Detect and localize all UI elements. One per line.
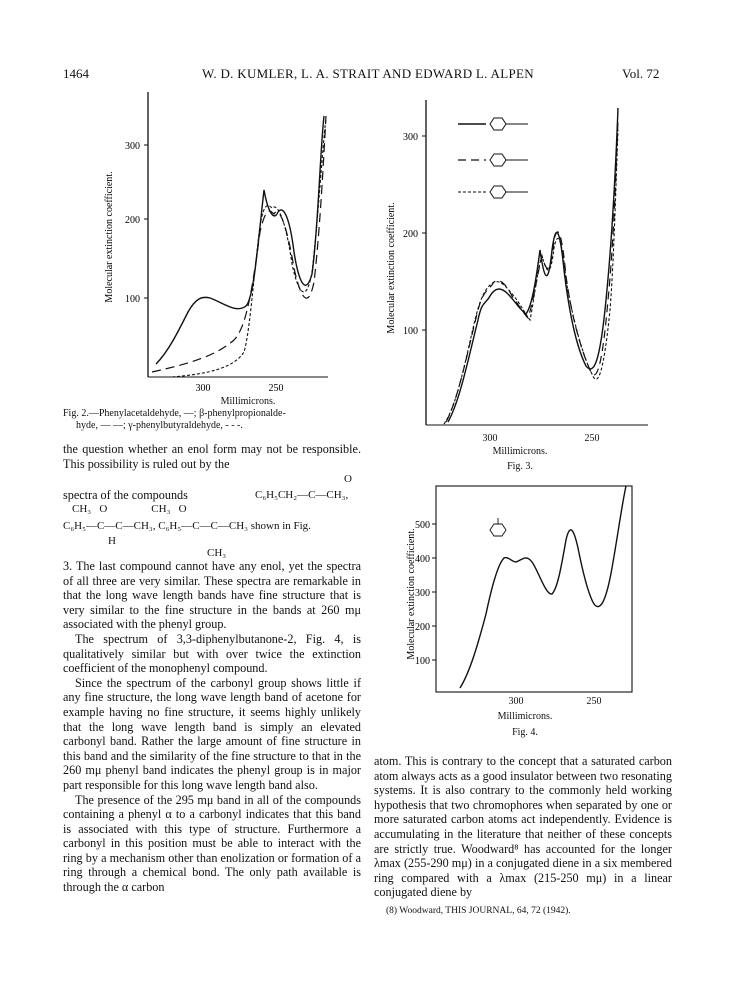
chem2-methyl: CH₃ bbox=[207, 547, 227, 559]
fig4-ytick: 400 bbox=[415, 554, 430, 565]
fig2-ytick: 300 bbox=[125, 141, 140, 152]
volume-label: Vol. 72 bbox=[622, 66, 660, 81]
footnote-8: (8) Woodward, THIS JOURNAL, 64, 72 (1942). bbox=[386, 906, 571, 916]
left-chem-intro: spectra of the compounds bbox=[63, 488, 188, 502]
fig2-ytick: 200 bbox=[125, 215, 140, 226]
fig2-caption-line2: hyde, — —; γ-phenylbutyraldehyde, - - -. bbox=[76, 420, 243, 431]
fig4-ytick: 500 bbox=[415, 520, 430, 531]
fig2-curve-phenylpropionaldehyde bbox=[152, 116, 326, 372]
fig4-caption: Fig. 4. bbox=[512, 727, 538, 738]
page-number: 1464 bbox=[63, 66, 89, 81]
fig3-xtick: 250 bbox=[584, 433, 600, 444]
fig3-chart bbox=[378, 100, 658, 430]
left-paragraph-5: The presence of the 295 mμ band in all of the compounds containing a phenyl α to a carbonyl indicates that this band is associated with this type of structure. Furthermore a carbonyl in this position must be able to interact with the ring by a mechanism other than enolization or formation of a ring through a chemical bond. The only path available is through the α carbon bbox=[63, 792, 361, 895]
fig2-chart bbox=[88, 92, 348, 402]
fig4-curve bbox=[460, 486, 626, 688]
left-paragraph-2: 3. The last compound cannot have any enol, yet the spectra of all three are very similar. These spectra are remarkable in that the long wave length bands have fine structure that is very similar to the fine structure in the bands at 260 mμ associated with the phenyl group. bbox=[63, 559, 361, 632]
running-head-authors: W. D. KUMLER, L. A. STRAIT AND EDWARD L. ALPEN bbox=[202, 66, 534, 81]
left-paragraph-3: The spectrum of 3,3-diphenylbutanone-2, Fig. 4, is qualitatively similar but with over twice the extinction coefficient of the monophenyl compound. bbox=[63, 631, 361, 676]
chem1-oxygen: O bbox=[344, 473, 352, 485]
fig3-curve-3 bbox=[444, 130, 618, 424]
left-paragraph-1: the question whether an enol form may not be responsible. This possibility is ruled out by the bbox=[63, 442, 361, 471]
fig4-ytick: 300 bbox=[415, 588, 430, 599]
fig2-ylabel: Molecular extinction coefficient. bbox=[104, 171, 115, 303]
fig4-xtick: 300 bbox=[508, 696, 524, 707]
fig2-caption-line1: Fig. 2.—Phenylacetaldehyde, —; β-phenylpropionalde- bbox=[63, 408, 286, 419]
fig3-xtick: 300 bbox=[482, 433, 498, 444]
fig3-caption: Fig. 3. bbox=[507, 461, 533, 472]
fig4-xtick: 250 bbox=[586, 696, 602, 707]
fig3-ytick: 100 bbox=[403, 326, 418, 337]
fig4-xlabel: Millimicrons. bbox=[497, 711, 553, 722]
fig4-ylabel: Molecular extinction coefficient. bbox=[406, 528, 417, 660]
fig3-ylabel: Molecular extinction coefficient. bbox=[386, 202, 397, 334]
right-paragraph-1: atom. This is contrary to the concept that a saturated carbon atom always acts as a good insulator between two resonating systems. It is also contrary to the commonly held working hypothesis that two chromophores when separated by one or more saturated carbon atoms act independently. Evidence is accumulating in the literature that neither of these concepts are strictly true. Woodward⁸ has accounted for the longer λmax (255-290 mμ) in a conjugated diene in a six membered ring compared with a λmax (215-250 mμ) in a linear conjugated diene by bbox=[374, 754, 672, 900]
chem1-formula: C₆H₅CH₂—C—CH₃, bbox=[255, 489, 349, 501]
chem2-hydrogen: H bbox=[108, 535, 116, 547]
fig3-ytick: 300 bbox=[403, 132, 418, 143]
fig2-curve-phenylbutyraldehyde bbox=[172, 118, 326, 377]
legend-benzene-ring bbox=[490, 118, 506, 130]
fig4-structure-ring bbox=[490, 524, 506, 536]
fig2-xtick: 250 bbox=[268, 383, 284, 394]
left-paragraph-4: Since the spectrum of the carbonyl group shows little if any fine structure, the long wave length band of acetone for example having no fine structure, it seems highly unlikely that the long wave length band is simply an elevated carbonyl band. Rather the large amount of fine structure in this band and the similarity of the fine structure to that in the 260 mμ phenyl band indicates the phenyl group is in major part responsible for this long wave length band also. bbox=[63, 675, 361, 792]
fig2-xlabel: Millimicrons. bbox=[220, 396, 276, 407]
fig3-curve-2 bbox=[446, 120, 618, 422]
chem2-top-groups: CH₃ O CH₃ O bbox=[72, 503, 187, 515]
fig2-xtick: 300 bbox=[195, 383, 211, 394]
fig3-ytick: 200 bbox=[403, 229, 418, 240]
chem2-formula: C₆H₅—C—C—CH₃, C₆H₅—C—C—CH₃ shown in Fig. bbox=[63, 520, 311, 532]
fig4-chart bbox=[400, 484, 640, 706]
fig3-curve-1 bbox=[448, 108, 618, 422]
fig4-ytick: 200 bbox=[415, 622, 430, 633]
fig2-curve-phenylacetaldehyde bbox=[156, 116, 324, 364]
fig3-xlabel: Millimicrons. bbox=[492, 446, 548, 457]
fig4-frame bbox=[436, 486, 632, 692]
fig4-ytick: 100 bbox=[415, 656, 430, 667]
fig2-ytick: 100 bbox=[125, 294, 140, 305]
